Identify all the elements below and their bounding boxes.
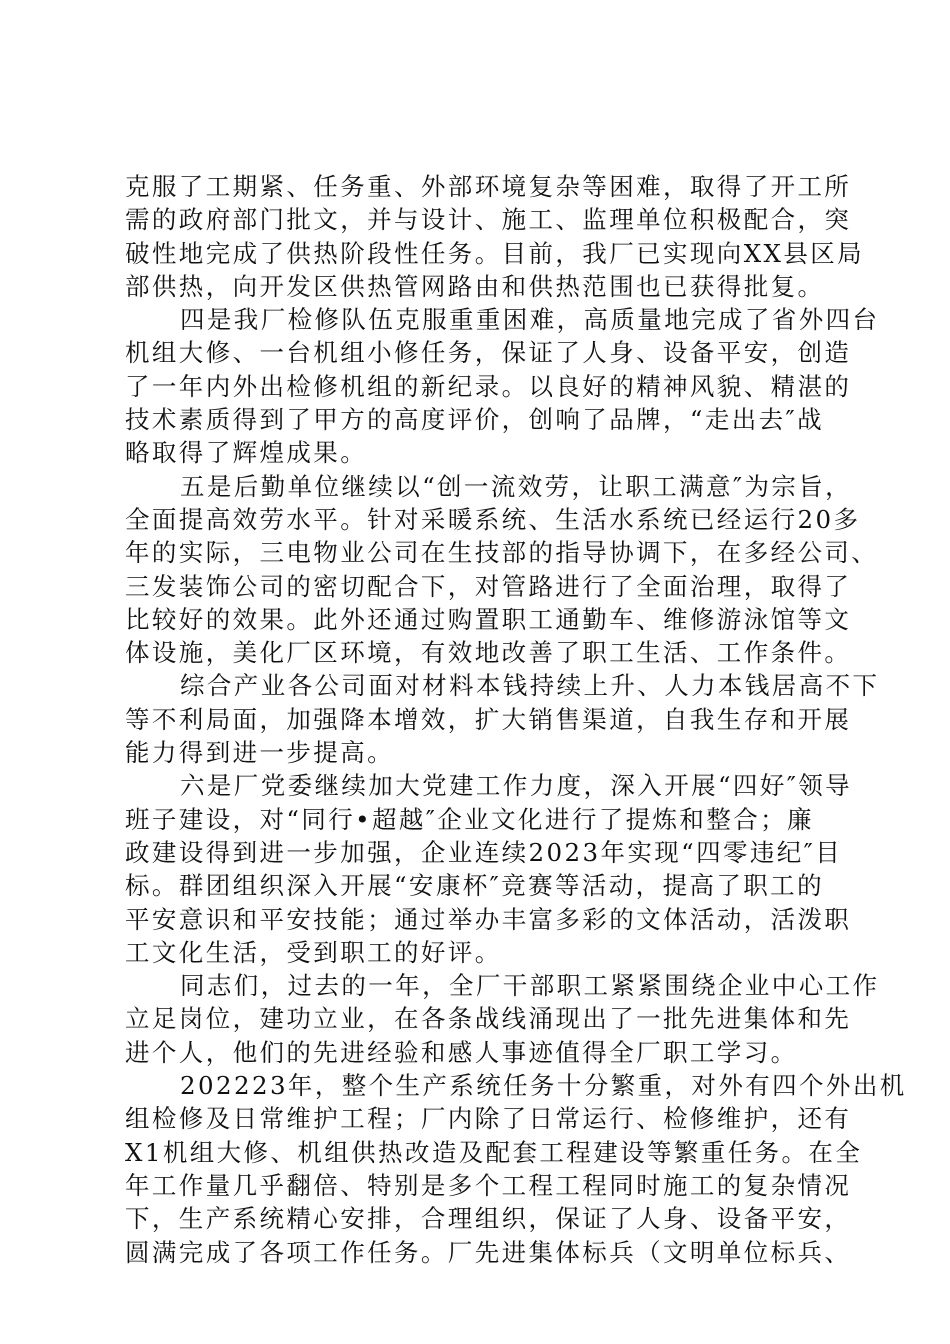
text-line: 机组大修、一台机组小修任务，保证了人身、设备平安，创造 [125,338,852,368]
text-line: 三发装饰公司的密切配合下，对管路进行了全面治理，取得了 [125,571,852,601]
text-line: X1机组大修、机组供热改造及配套工程建设等繁重任务。在全 [125,1137,863,1167]
text-line: 同志们，过去的一年，全厂干部职工紧紧围绕企业中心工作 [180,971,880,1001]
text-line: 体设施，美化厂区环境，有效地改善了职工生活、工作条件。 [125,638,852,668]
text-line: 平安意识和平安技能；通过举办丰富多彩的文体活动，活泼职 [125,904,852,934]
text-line: 部供热，向开发区供热管网路由和供热范围也已获得批复。 [125,271,825,301]
text-line: 六是厂党委继续加大党建工作力度，深入开展“四好″领导 [180,771,853,801]
text-line: 下，生产系统精心安排，合理组织，保证了人身、设备平安， [125,1204,852,1234]
text-line: 比较好的效果。此外还通过购置职工通勤车、维修游泳馆等文 [125,604,852,634]
text-line: 政建设得到进一步加强，企业连续2023年实现“四零违纪″目 [125,837,843,867]
text-line: 破性地完成了供热阶段性任务。目前，我厂已实现向XX县区局 [125,238,865,268]
text-line: 综合产业各公司面对材料本钱持续上升、人力本钱居高不下 [180,671,880,701]
text-line: 技术素质得到了甲方的高度评价，创响了品牌，“走出去″战 [125,405,824,435]
text-line: 工文化生活，受到职工的好评。 [125,937,502,967]
text-line: 需的政府部门批文，并与设计、施工、监理单位积极配合，突 [125,205,852,235]
text-line: 略取得了辉煌成果。 [125,438,368,468]
text-line: 全面提高效劳水平。针对采暖系统、生活水系统已经运行20多 [125,504,861,534]
text-line: 五是后勤单位继续以“创一流效劳，让职工满意″为宗旨， [180,471,853,501]
text-line: 班子建设，对“同行•超越″企业文化进行了提炼和整合；廉 [125,804,814,834]
text-line: 能力得到进一步提高。 [125,738,394,768]
text-line: 立足岗位，建功立业，在各条战线涌现出了一批先进集体和先 [125,1004,852,1034]
text-line: 年的实际，三电物业公司在生技部的指导协调下，在多经公司、 [125,538,879,568]
text-line: 圆满完成了各项工作任务。厂先进集体标兵（文明单位标兵、 [125,1237,852,1267]
text-line: 等不利局面，加强降本增效，扩大销售渠道，自我生存和开展 [125,704,852,734]
text-line: 克服了工期紧、任务重、外部环境复杂等困难，取得了开工所 [125,172,852,201]
text-line: 年工作量几乎翻倍、特别是多个工程工程同时施工的复杂情况 [125,1170,852,1200]
text-line: 了一年内外出检修机组的新纪录。以良好的精神风貌、精湛的 [125,371,852,401]
text-line: 标。群团组织深入开展“安康杯″竞赛等活动，提高了职工的 [125,871,824,901]
document-body [125,170,907,1269]
text-line: 四是我厂检修队伍克服重重困难，高质量地完成了省外四台 [180,305,880,335]
text-line: 组检修及日常维护工程；厂内除了日常运行、检修维护，还有 [125,1104,852,1134]
text-line: 进个人，他们的先进经验和感人事迹值得全厂职工学习。 [125,1037,798,1067]
text-line: 202223年，整个生产系统任务十分繁重，对外有四个外出机 [180,1071,907,1101]
